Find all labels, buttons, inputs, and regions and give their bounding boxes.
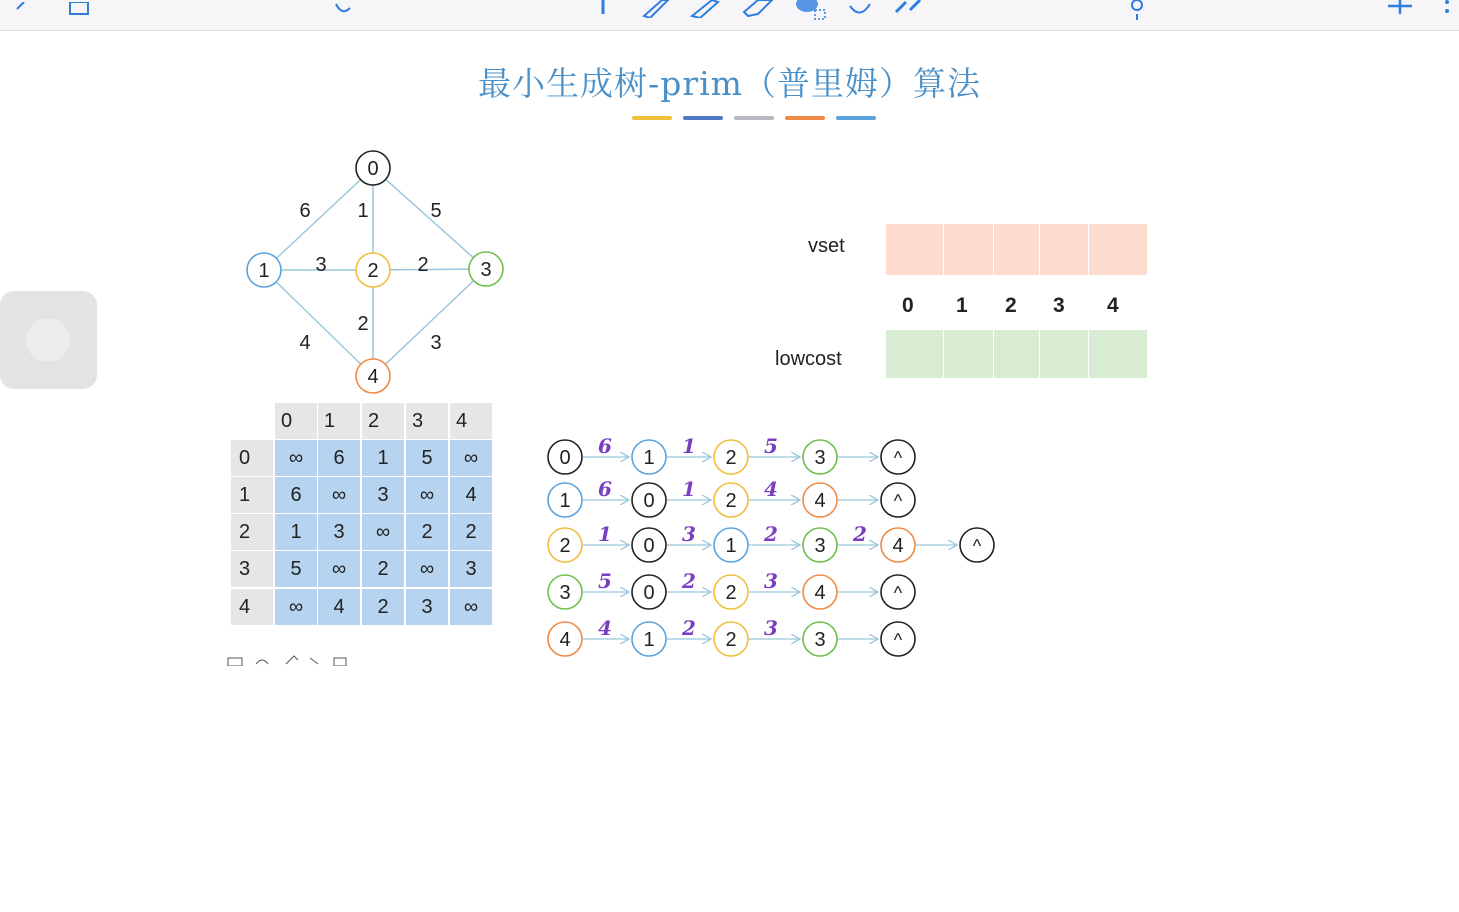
list-node-label: 3: [559, 582, 571, 604]
title-bar-segment: [785, 116, 825, 120]
list-node-label: 2: [725, 582, 737, 604]
array-index-label: 4: [1107, 294, 1119, 317]
matrix-cell: ∞: [362, 514, 404, 550]
lowcost-cell: [886, 330, 944, 378]
shape-icon[interactable]: [846, 0, 874, 20]
matrix-row-header: 1: [231, 477, 273, 513]
vset-cell: [886, 224, 944, 275]
matrix-cell: 2: [362, 551, 404, 587]
matrix-row-header: 4: [231, 589, 273, 625]
top-toolbar: [0, 0, 1459, 31]
list-node-label: 2: [725, 447, 737, 469]
matrix-cell: 5: [406, 440, 448, 476]
list-node-label: 1: [725, 535, 737, 557]
pen-icon[interactable]: [642, 0, 670, 20]
vset-cell: [944, 224, 994, 275]
handwritten-weight: 6: [598, 477, 612, 501]
handwritten-weight: 4: [764, 477, 778, 501]
lasso-icon[interactable]: [795, 0, 831, 24]
matrix-cell: ∞: [406, 477, 448, 513]
microphone-icon[interactable]: [1126, 0, 1148, 22]
matrix-cell: 3: [406, 589, 448, 625]
null-node-label: ^: [893, 583, 903, 603]
list-node-label: 2: [725, 490, 737, 512]
matrix-cell: 3: [362, 477, 404, 513]
list-node-label: 0: [643, 582, 655, 604]
list-node-label: 1: [643, 447, 655, 469]
matrix-cell: 5: [275, 551, 317, 587]
handwritten-weight: 2: [764, 522, 778, 546]
more-icon[interactable]: [1442, 0, 1452, 18]
link-icon[interactable]: [892, 0, 928, 20]
adjacency-list: [540, 425, 1010, 665]
null-node-label: ^: [972, 536, 982, 556]
handwritten-weight: 5: [598, 569, 612, 593]
matrix-col-header: 0: [275, 403, 317, 439]
assistive-touch-icon: [26, 318, 70, 362]
graph-node-label: 1: [258, 260, 270, 282]
matrix-col-header: 4: [450, 403, 492, 439]
lowcost-label: lowcost: [775, 348, 842, 370]
eraser-icon[interactable]: [742, 0, 774, 20]
handwritten-weight: 4: [598, 616, 612, 640]
array-index-label: 1: [956, 294, 968, 317]
handwritten-weight: 2: [853, 522, 867, 546]
list-node-label: 1: [643, 629, 655, 651]
edge-weight-label: 2: [417, 254, 429, 276]
array-index-label: 2: [1005, 294, 1017, 317]
list-node-label: 1: [559, 490, 571, 512]
handwritten-weight: 3: [764, 569, 778, 593]
matrix-cell: ∞: [275, 440, 317, 476]
matrix-cell: ∞: [318, 551, 360, 587]
matrix-cell: 2: [450, 514, 492, 550]
graph-node-label: 4: [367, 366, 379, 388]
handwritten-weight: 5: [764, 434, 778, 458]
matrix-cell: 3: [450, 551, 492, 587]
edge-weight-label: 5: [430, 200, 442, 222]
matrix-cell: 1: [275, 514, 317, 550]
list-node-label: 3: [814, 535, 826, 557]
list-node-label: 0: [559, 447, 571, 469]
highlighter-icon[interactable]: [690, 0, 720, 20]
matrix-row-header: 0: [231, 440, 273, 476]
partial-toolbar-icons: [210, 654, 360, 666]
list-node-label: 4: [892, 535, 904, 557]
matrix-cell: 2: [362, 589, 404, 625]
vset-cell: [1089, 224, 1148, 275]
back-icon[interactable]: [12, 0, 30, 18]
title-bar-segment: [734, 116, 774, 120]
handwritten-weight: 2: [682, 616, 696, 640]
handwritten-weight: 6: [598, 434, 612, 458]
list-node-label: 4: [559, 629, 571, 651]
edge-weight-label: 4: [299, 332, 311, 354]
handwritten-weight: 1: [682, 477, 696, 501]
plus-icon[interactable]: [1386, 0, 1414, 18]
matrix-cell: 4: [318, 589, 360, 625]
handwritten-weight: 2: [682, 569, 696, 593]
handwritten-weight: 3: [682, 522, 696, 546]
list-node-label: 0: [643, 490, 655, 512]
handwritten-weight: 1: [598, 522, 612, 546]
edge-weight-label: 6: [299, 200, 311, 222]
matrix-cell: 3: [318, 514, 360, 550]
matrix-cell: ∞: [318, 477, 360, 513]
graph-node-label: 0: [367, 158, 379, 180]
vset-label: vset: [808, 235, 845, 257]
matrix-cell: 2: [406, 514, 448, 550]
list-node-label: 4: [814, 582, 826, 604]
edge-weight-label: 3: [430, 332, 442, 354]
list-node-label: 2: [559, 535, 571, 557]
list-node-label: 3: [814, 629, 826, 651]
title-bar-segment: [836, 116, 876, 120]
undo-icon[interactable]: [332, 0, 354, 18]
page-title: 最小生成树-prim（普里姆）算法: [478, 64, 981, 103]
lowcost-cell: [1040, 330, 1089, 378]
matrix-col-header: 3: [406, 403, 448, 439]
matrix-row-header: 3: [231, 551, 273, 587]
matrix-col-header: 2: [362, 403, 404, 439]
array-index-label: 3: [1053, 294, 1065, 317]
matrix-cell: 1: [362, 440, 404, 476]
lowcost-cell: [1089, 330, 1148, 378]
array-index-label: 0: [902, 294, 914, 317]
vset-cell: [994, 224, 1040, 275]
list-node-label: 0: [643, 535, 655, 557]
graph-edge: [373, 269, 486, 376]
list-node-label: 2: [725, 629, 737, 651]
handwritten-weight: 1: [682, 434, 696, 458]
edge-weight-label: 3: [315, 254, 327, 276]
share-icon[interactable]: [68, 0, 90, 18]
null-node-label: ^: [893, 491, 903, 511]
graph-node-label: 3: [480, 259, 492, 281]
matrix-cell: ∞: [406, 551, 448, 587]
title-bar-segment: [632, 116, 672, 120]
edge-weight-label: 2: [357, 313, 369, 335]
matrix-cell: 4: [450, 477, 492, 513]
list-node-label: 4: [814, 490, 826, 512]
lowcost-cell: [944, 330, 994, 378]
graph-diagram: [230, 140, 530, 400]
matrix-cell: 6: [318, 440, 360, 476]
matrix-cell: ∞: [450, 440, 492, 476]
text-cursor-icon[interactable]: [596, 0, 610, 18]
assistive-touch-button[interactable]: [0, 291, 97, 389]
matrix-cell: ∞: [275, 589, 317, 625]
handwritten-weight: 3: [764, 616, 778, 640]
list-node-label: 3: [814, 447, 826, 469]
graph-node-label: 2: [367, 260, 379, 282]
title-bar-segment: [683, 116, 723, 120]
vset-cell: [1040, 224, 1089, 275]
null-node-label: ^: [893, 630, 903, 650]
matrix-cell: ∞: [450, 589, 492, 625]
matrix-col-header: 1: [318, 403, 360, 439]
null-node-label: ^: [893, 448, 903, 468]
lowcost-cell: [994, 330, 1040, 378]
matrix-cell: 6: [275, 477, 317, 513]
edge-weight-label: 1: [357, 200, 369, 222]
matrix-row-header: 2: [231, 514, 273, 550]
